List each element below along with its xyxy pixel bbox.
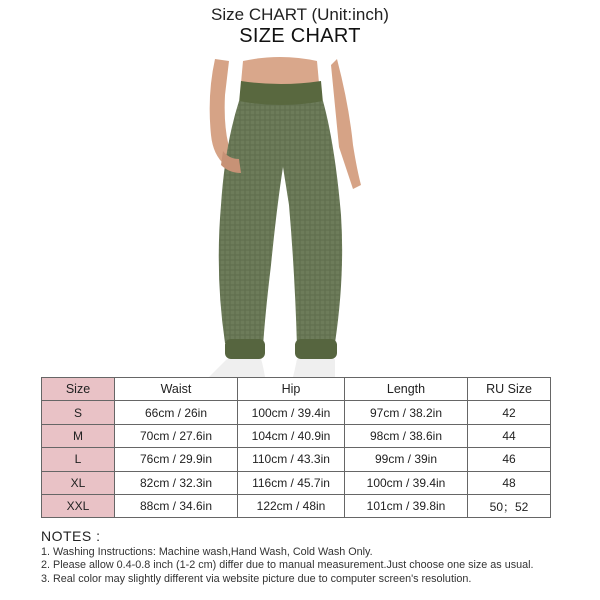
cell-ru-size: 48 [468,471,551,494]
notes-list [41,546,534,586]
header-hip: Hip [238,378,345,401]
cell-ru-size: 46 [468,448,551,471]
cell-hip: 100cm / 39.4in [238,401,345,424]
notes-title: NOTES : [41,528,101,544]
header-size: Size [42,378,115,401]
cell-hip: 116cm / 45.7in [238,471,345,494]
cell-length: 99cm / 39in [345,448,468,471]
table-row [42,424,551,447]
cell-waist: 88cm / 34.6in [115,494,238,517]
size-table [41,377,551,518]
header-length: Length [345,378,468,401]
cell-length: 101cm / 39.8in [345,494,468,517]
cell-size: XL [42,471,115,494]
cell-hip: 122cm / 48in [238,494,345,517]
cell-waist: 70cm / 27.6in [115,424,238,447]
product-photo [185,55,375,377]
cell-ru-size: 50；52 [468,494,551,517]
cell-size: L [42,448,115,471]
cell-length: 98cm / 38.6in [345,424,468,447]
note-item: 2. Please allow 0.4-0.8 inch (1-2 cm) differ due to manual measurement.Just choose one size as usual. [41,559,534,572]
cell-size: XXL [42,494,115,517]
table-row [42,471,551,494]
header-ru-size: RU Size [468,378,551,401]
chart-heading: SIZE CHART [239,25,361,47]
cell-length: 97cm / 38.2in [345,401,468,424]
cell-length: 100cm / 39.4in [345,471,468,494]
table-row [42,401,551,424]
cell-waist: 82cm / 32.3in [115,471,238,494]
cell-size: M [42,424,115,447]
header-waist: Waist [115,378,238,401]
chart-title: Size CHART (Unit:inch) [211,5,389,24]
cell-hip: 104cm / 40.9in [238,424,345,447]
table-row [42,448,551,471]
cell-waist: 66cm / 26in [115,401,238,424]
table-header-row [42,378,551,401]
note-item: 3. Real color may slightly different via website picture due to computer screen's resolution. [41,572,472,585]
cell-hip: 110cm / 43.3in [238,448,345,471]
cell-size: S [42,401,115,424]
note-item: 1. Washing Instructions: Machine wash,Hand Wash, Cold Wash Only. [41,546,373,558]
cell-ru-size: 44 [468,424,551,447]
table-row [42,494,551,517]
cell-waist: 76cm / 29.9in [115,448,238,471]
cell-ru-size: 42 [468,401,551,424]
